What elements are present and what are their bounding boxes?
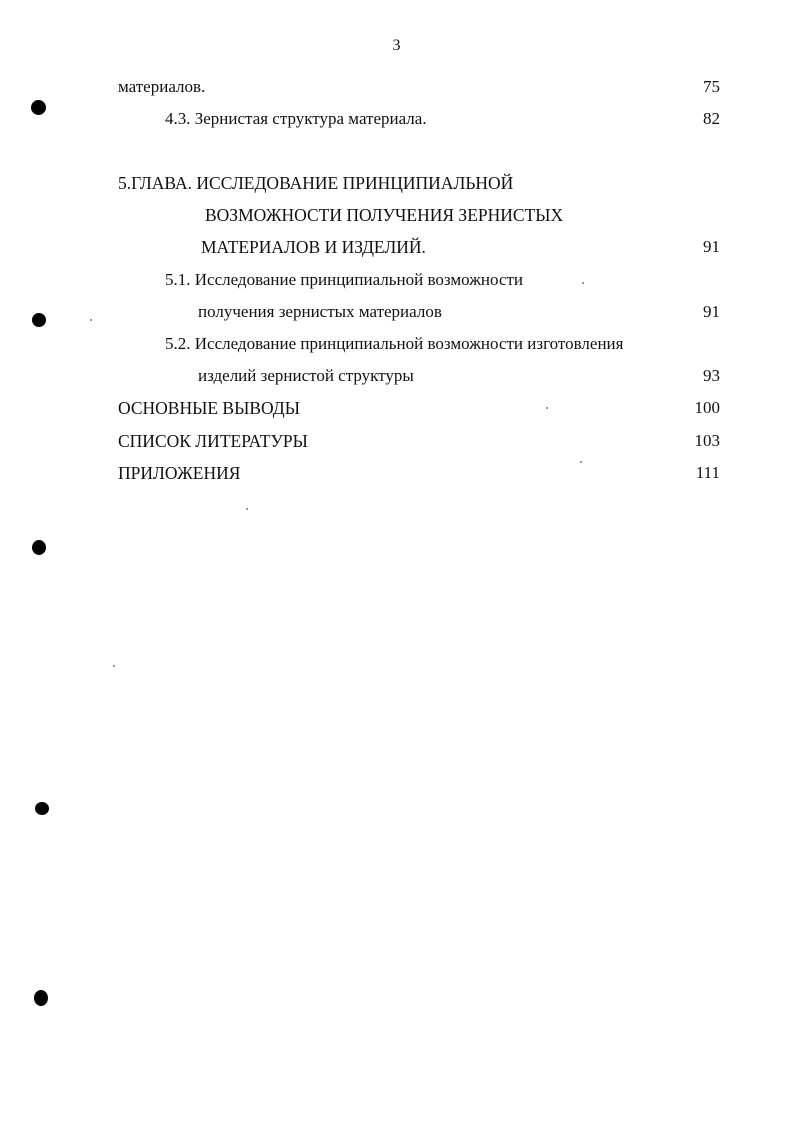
toc-section-conclusions: ОСНОВНЫЕ ВЫВОДЫ <box>118 398 301 418</box>
scan-speck <box>113 665 115 667</box>
scan-speck <box>90 319 92 321</box>
scan-speck <box>546 407 548 409</box>
scan-speck <box>582 282 584 284</box>
toc-entry-text: 5.2. Исследование принципиальной возможности изготовления <box>165 334 624 353</box>
punch-hole-mark <box>34 990 48 1006</box>
toc-chapter-title-line2: ВОЗМОЖНОСТИ ПОЛУЧЕНИЯ ЗЕРНИСТЫХ <box>205 205 564 225</box>
toc-entry-text: 4.3. Зернистая структура материала. <box>165 109 427 128</box>
toc-entry-page: 91 <box>703 302 720 321</box>
toc-entry-page: 75 <box>703 77 720 96</box>
scan-speck <box>580 461 582 463</box>
toc-entry-page: 100 <box>694 398 720 417</box>
toc-entry-text: изделий зернистой структуры <box>198 366 414 385</box>
punch-hole-mark <box>35 802 49 815</box>
punch-hole-mark <box>32 540 46 555</box>
toc-entry-page: 103 <box>694 431 720 450</box>
toc-chapter-title-line3: МАТЕРИАЛОВ И ИЗДЕЛИЙ. <box>201 237 426 257</box>
toc-entry-page: 82 <box>703 109 720 128</box>
page-number: 3 <box>392 37 401 54</box>
toc-entry-page: 93 <box>703 366 720 385</box>
toc-section-appendices: ПРИЛОЖЕНИЯ <box>118 463 241 483</box>
punch-hole-mark <box>32 313 46 327</box>
scan-speck <box>246 508 248 510</box>
toc-chapter-title: 5.ГЛАВА. ИССЛЕДОВАНИЕ ПРИНЦИПИАЛЬНОЙ <box>118 173 514 193</box>
toc-entry-text: получения зернистых материалов <box>198 302 442 321</box>
toc-entry-text: материалов. <box>118 77 206 96</box>
punch-hole-mark <box>31 100 46 115</box>
toc-entry-page: 111 <box>695 463 720 482</box>
toc-section-references: СПИСОК ЛИТЕРАТУРЫ <box>118 431 308 451</box>
toc-entry-page: 91 <box>703 237 720 256</box>
toc-entry-text: 5.1. Исследование принципиальной возможности <box>165 270 524 289</box>
